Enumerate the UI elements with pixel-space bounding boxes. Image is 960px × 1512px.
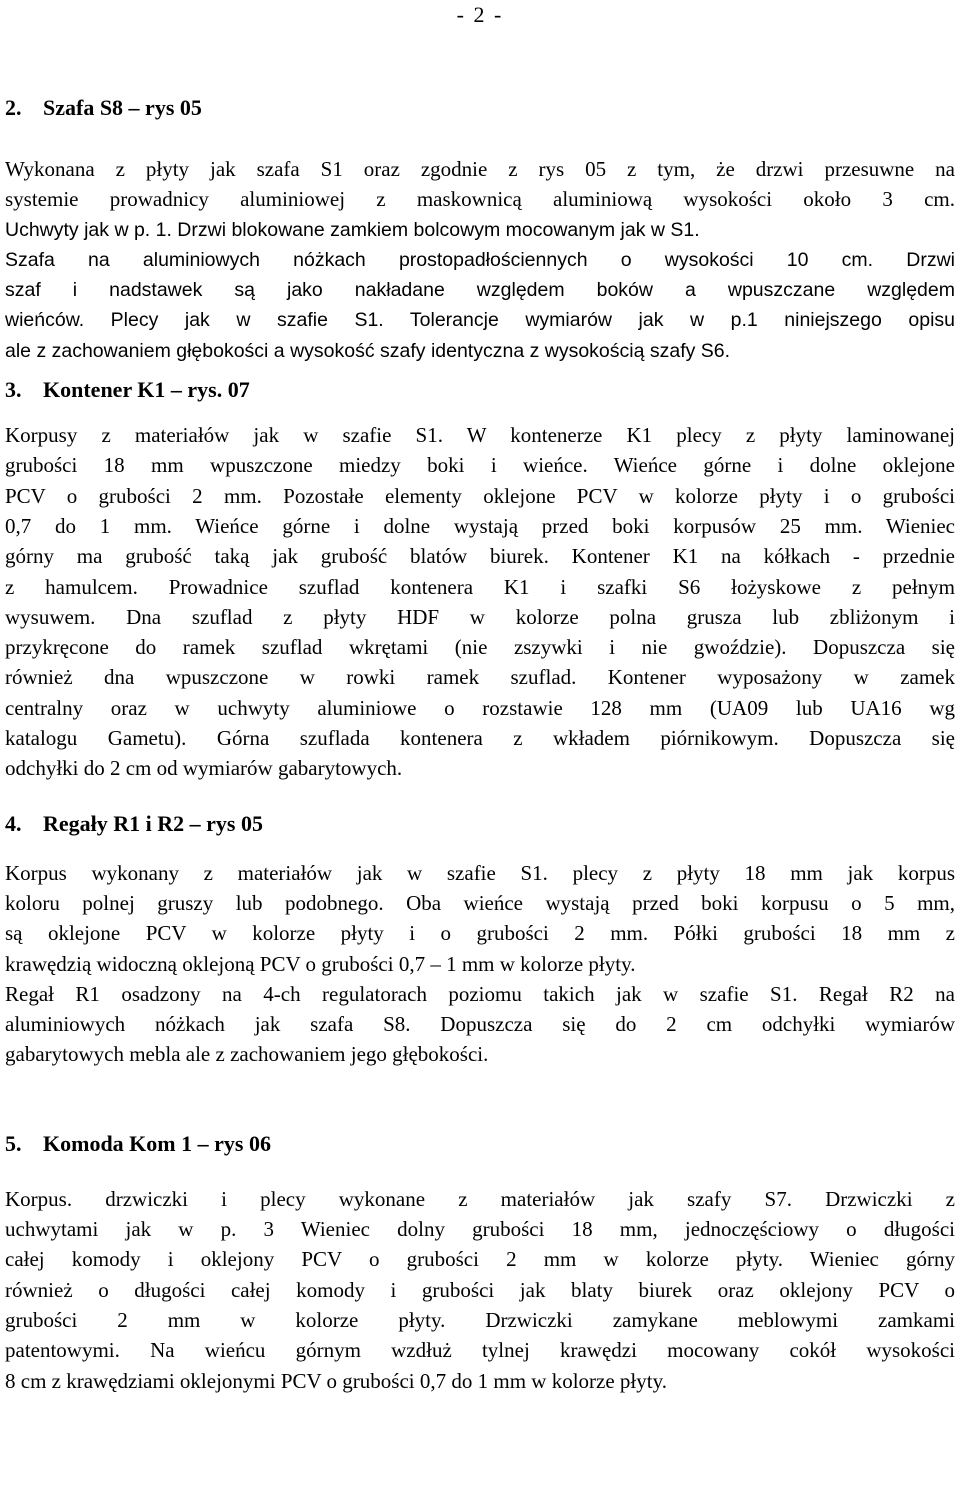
section-number: 5. bbox=[5, 1130, 22, 1156]
text-line: 0,7 do 1 mm. Wieńce górne i dolne wystają przed boki korpusów 25 mm. Wieniec bbox=[5, 513, 955, 538]
section-5-paragraph bbox=[5, 1184, 955, 1396]
text-line: gabarytowych mebla ale z zachowaniem jego głębokości. bbox=[5, 1042, 489, 1067]
text-line: koloru polnej gruszy lub podobnego. Oba wieńce wystają przed boki korpusu o 5 mm, bbox=[5, 890, 955, 915]
text-line: uchwytami jak w p. 3 Wieniec dolny grubości 18 mm, jednoczęściowy o długości bbox=[5, 1217, 955, 1242]
section-heading-komoda bbox=[5, 1128, 955, 1160]
text-line: z hamulcem. Prowadnice szuflad kontenera K1 i szafki S6 łożyskowe z pełnym bbox=[5, 574, 955, 599]
section-title: Kontener K1 – rys. 07 bbox=[43, 377, 250, 403]
text-line: Korpus. drzwiczki i plecy wykonane z materiałów jak szafy S7. Drzwiczki z bbox=[5, 1186, 955, 1211]
section-4-paragraph bbox=[5, 858, 955, 1070]
section-heading-kontener-k1 bbox=[5, 374, 955, 406]
text-line: systemie prowadnicy aluminiowej z maskownicą aluminiową wysokości około 3 cm. bbox=[5, 187, 955, 212]
text-line: górny ma grubość taką jak grubość blatów biurek. Kontener K1 na kółkach - przednie bbox=[5, 544, 955, 569]
text-line: odchyłki do 2 cm od wymiarów gabarytowych. bbox=[5, 756, 403, 781]
text-line: krawędzią widoczną oklejoną PCV o grubości 0,7 – 1 mm w kolorze płyty. bbox=[5, 951, 636, 976]
text-line: są oklejone PCV w kolorze płyty i o grubości 2 mm. Półki grubości 18 mm z bbox=[5, 921, 955, 946]
text-line: aluminiowych nóżkach jak szafa S8. Dopuszcza się do 2 cm odchyłki wymiarów bbox=[5, 1012, 955, 1037]
text-line: całej komody i oklejony PCV o grubości 2 mm w kolorze płyty. Wieniec górny bbox=[5, 1247, 955, 1272]
text-line: również dna wpuszczone w rowki ramek szuflad. Kontener wyposażony w zamek bbox=[5, 665, 955, 690]
section-title: Komoda Kom 1 – rys 06 bbox=[43, 1130, 271, 1156]
text-line: Szafa na aluminiowych nóżkach prostopadłościennych o wysokości 10 cm. Drzwi bbox=[5, 248, 955, 271]
text-line: ale z zachowaniem głębokości a wysokość szafy identyczna z wysokością szafy S6. bbox=[5, 339, 731, 362]
text-line: przykręcone do ramek szuflad wkrętami (nie zszywki i nie gwoździe). Dopuszcza się bbox=[5, 635, 955, 660]
document-body bbox=[5, 82, 955, 1396]
page-number: - 2 - bbox=[456, 2, 504, 27]
text-line: Korpusy z materiałów jak w szafie S1. W kontenerze K1 plecy z płyty laminowanej bbox=[5, 423, 955, 448]
text-line: 8 cm z krawędziami oklejonymi PCV o grubości 0,7 do 1 mm w kolorze płyty. bbox=[5, 1368, 667, 1393]
text-line: katalogu Gametu). Górna szuflada kontenera z wkładem piórnikowym. Dopuszcza się bbox=[5, 726, 955, 751]
text-line: PCV o grubości 2 mm. Pozostałe elementy oklejone PCV w kolorze płyty i o grubości bbox=[5, 483, 955, 508]
section-heading-regaly bbox=[5, 808, 955, 840]
text-line: grubości 2 mm w kolorze płyty. Drzwiczki zamykane meblowymi zamkami bbox=[5, 1307, 955, 1332]
text-line: centralny oraz w uchwyty aluminiowe o rozstawie 128 mm (UA09 lub UA16 wg bbox=[5, 695, 955, 720]
text-line: patentowymi. Na wieńcu górnym wzdłuż tylnej krawędzi mocowany cokół wysokości bbox=[5, 1338, 955, 1363]
text-line: Uchwyty jak w p. 1. Drzwi blokowane zamkiem bolcowym mocowanym jak w S1. bbox=[5, 218, 700, 241]
text-line: Regał R1 osadzony na 4-ch regulatorach poziomu takich jak w szafie S1. Regał R2 na bbox=[5, 981, 955, 1006]
section-title: Szafa S8 – rys 05 bbox=[43, 95, 202, 120]
section-number: 3. bbox=[5, 377, 22, 403]
text-line: szaf i nadstawek są jako nakładane względem boków a wpuszczane względem bbox=[5, 279, 955, 302]
text-line: Korpus wykonany z materiałów jak w szafie S1. plecy z płyty 18 mm jak korpus bbox=[5, 860, 955, 885]
text-line: grubości 18 mm wpuszczone miedzy boki i wieńce. Wieńce górne i dolne oklejone bbox=[5, 453, 955, 478]
section-2-paragraph bbox=[5, 154, 955, 366]
section-title: Regały R1 i R2 – rys 05 bbox=[43, 810, 263, 836]
text-line: również o długości całej komody i grubości jak blaty biurek oraz oklejony PCV o bbox=[5, 1277, 955, 1302]
section-heading-szafa-s8 bbox=[5, 92, 955, 124]
text-line: Wykonana z płyty jak szafa S1 oraz zgodnie z rys 05 z tym, że drzwi przesuwne na bbox=[5, 157, 955, 181]
section-number: 2. bbox=[5, 95, 22, 120]
text-line: wieńców. Plecy jak w szafie S1. Tolerancje wymiarów jak w p.1 niniejszego opisu bbox=[5, 309, 955, 332]
text-line: wysuwem. Dna szuflad z płyty HDF w kolorze polna grusza lub zbliżonym i bbox=[5, 604, 955, 629]
section-3-paragraph bbox=[5, 420, 955, 784]
section-number: 4. bbox=[5, 810, 22, 836]
